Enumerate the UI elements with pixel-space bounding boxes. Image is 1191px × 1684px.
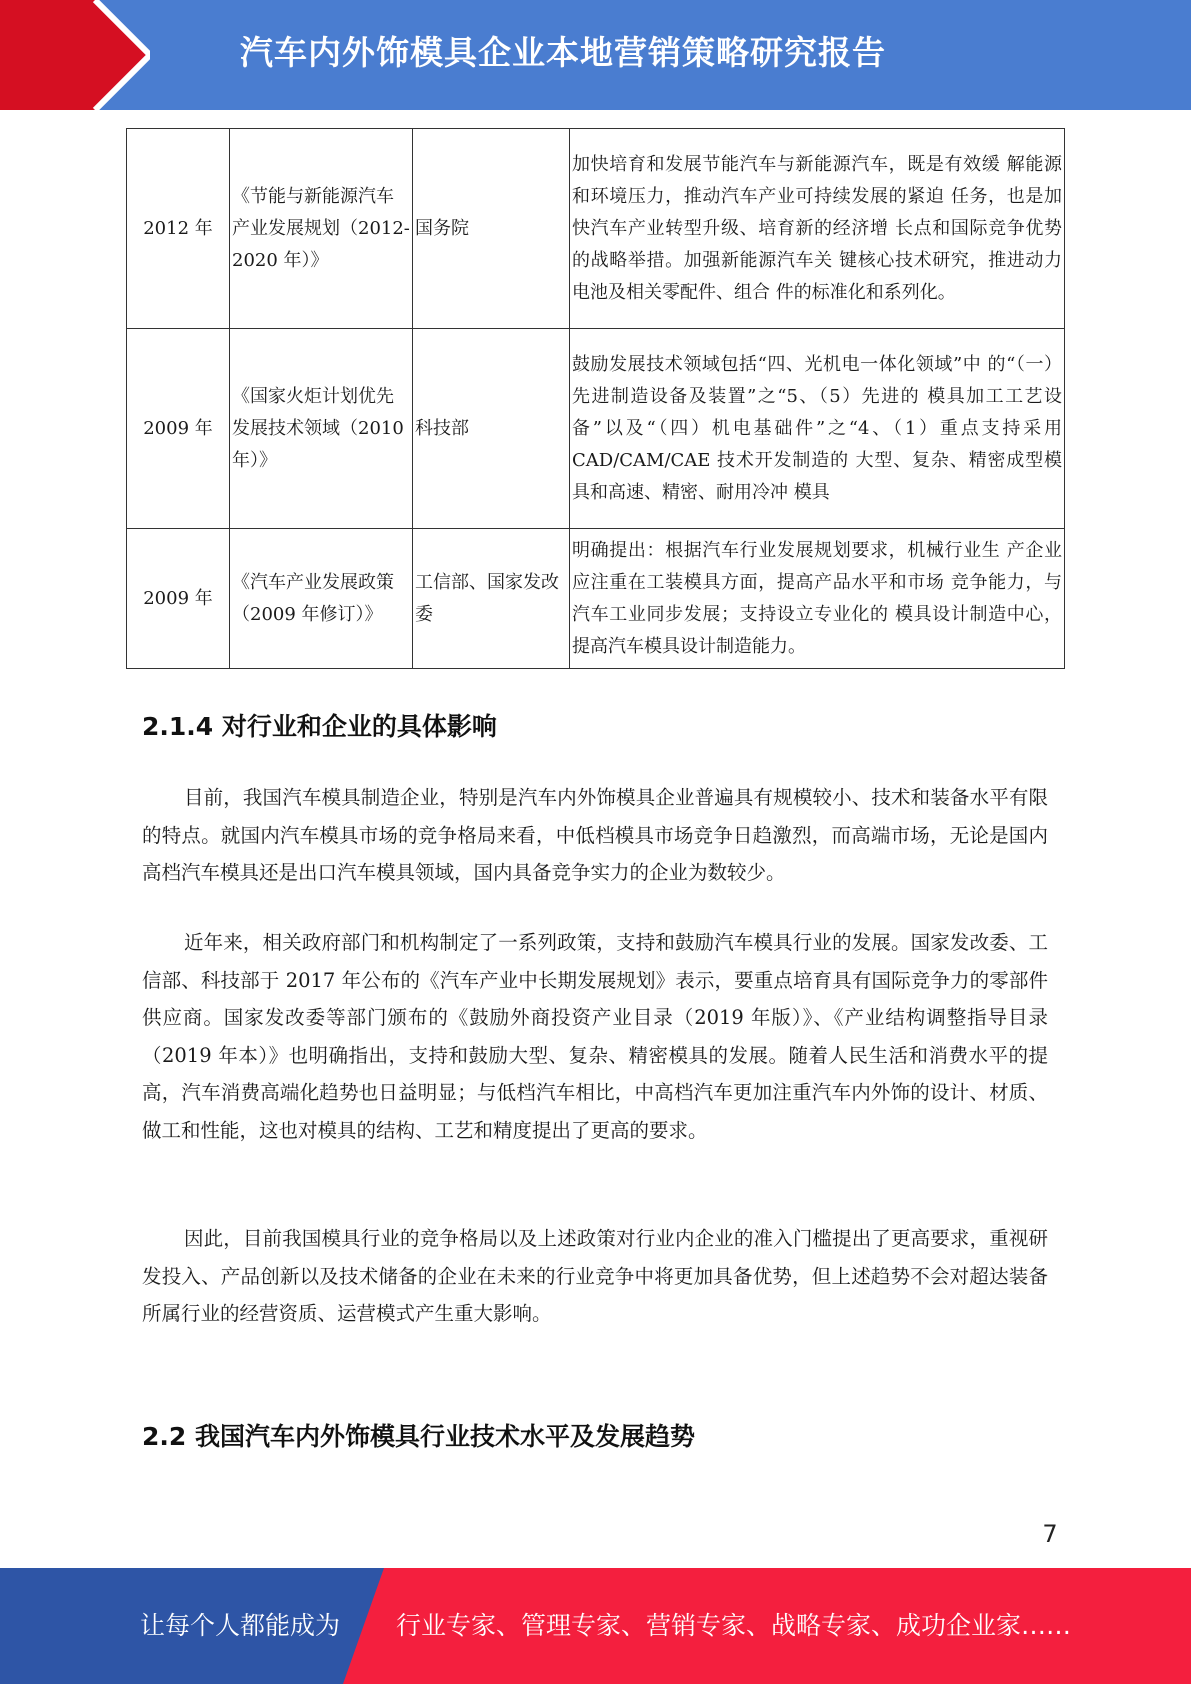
page-header	[0, 0, 1191, 110]
body-paragraph: 近年来，相关政府部门和机构制定了一系列政策，支持和鼓励汽车模具行业的发展。国家发改委、工信部、科技部于 2017 年公布的《汽车产业中长期发展规划》表示，要重点培育具有国际竞争力的零部件供应商。国家发改委等部门颁布的《鼓励外商投资产业目录（2019 年版）》、《产业结构调整指导目录（2019 年本）》也明确指出，支持和鼓励大型、复杂、精密模具的发展。随着人民生活和消费水平的提高，汽车消费高端化趋势也日益明显；与低档汽车相比，中高档汽车更加注重汽车内外饰的设计、材质、做工和性能，这也对模具的结构、工艺和精度提出了更高的要求。	[142, 931, 1048, 1142]
policy-table	[126, 128, 1065, 669]
table-cell-content: 加快培育和发展节能汽车与新能源汽车，既是有效缓 解能源和环境压力，推动汽车产业可持续发展的紧迫 任务，也是加快汽车产业转型升级、培育新的经济增 长点和国际竞争优势的战略举措。加强新能源汽车关 键核心技术研究，推进动力电池及相关零配件、组合 件的标准化和系列化。	[570, 129, 1065, 329]
table-cell-department: 工信部、国家发改委	[413, 529, 570, 669]
table-cell-content: 鼓励发展技术领域包括“四、光机电一体化领域”中 的“（一）先进制造设备及装置”之“5、（5）先进的 模具加工工艺设备”以及“（四）机电基础件”之“4、（1）重点支持采用 CAD/CAM/CAE 技术开发制造的 大型、复杂、精密成型模具和高速、精密、耐用冷冲 模具	[570, 329, 1065, 529]
table-row	[127, 329, 1065, 529]
section-heading-2-2: 2.2 我国汽车内外饰模具行业技术水平及发展趋势	[142, 1422, 695, 1451]
table-cell-year: 2012 年	[127, 129, 230, 329]
footer-slogan-left: 让每个人都能成为	[140, 1611, 341, 1640]
body-paragraph: 目前，我国汽车模具制造企业，特别是汽车内外饰模具企业普遍具有规模较小、技术和装备水平有限的特点。就国内汽车模具市场的竞争格局来看，中低档模具市场竞争日趋激烈，而高端市场，无论是国内高档汽车模具还是出口汽车模具领域，国内具备竞争实力的企业为数较少。	[142, 786, 1048, 884]
table-row	[127, 129, 1065, 329]
table-cell-year: 2009 年	[127, 529, 230, 669]
table-cell-department: 科技部	[413, 329, 570, 529]
table-cell-document: 《汽车产业发展政策（2009 年修订）》	[230, 529, 413, 669]
table-row	[127, 529, 1065, 669]
page-number: 7	[1042, 1520, 1058, 1548]
table-cell-document: 《国家火炬计划优先发展技术领域（2010 年）》	[230, 329, 413, 529]
table-cell-department: 国务院	[413, 129, 570, 329]
header-red-chevron	[0, 0, 150, 110]
page-footer	[0, 1568, 1191, 1684]
report-title: 汽车内外饰模具企业本地营销策略研究报告	[240, 33, 886, 72]
body-paragraph: 因此，目前我国模具行业的竞争格局以及上述政策对行业内企业的准入门槛提出了更高要求，重视研发投入、产品创新以及技术储备的企业在未来的行业竞争中将更加具备优势，但上述趋势不会对超达装备所属行业的经营资质、运营模式产生重大影响。	[142, 1227, 1048, 1325]
table-cell-year: 2009 年	[127, 329, 230, 529]
footer-slogan-right: 行业专家、管理专家、营销专家、战略专家、成功企业家……	[396, 1611, 1072, 1640]
section-heading-2-1-4: 2.1.4 对行业和企业的具体影响	[142, 712, 497, 741]
table-cell-content: 明确提出：根据汽车行业发展规划要求，机械行业生 产企业应注重在工装模具方面，提高产品水平和市场 竞争能力，与汽车工业同步发展；支持设立专业化的 模具设计制造中心，提高汽车模具设计制造能力。	[570, 529, 1065, 669]
table-cell-document: 《节能与新能源汽车产业发展规划（2012-2020 年）》	[230, 129, 413, 329]
